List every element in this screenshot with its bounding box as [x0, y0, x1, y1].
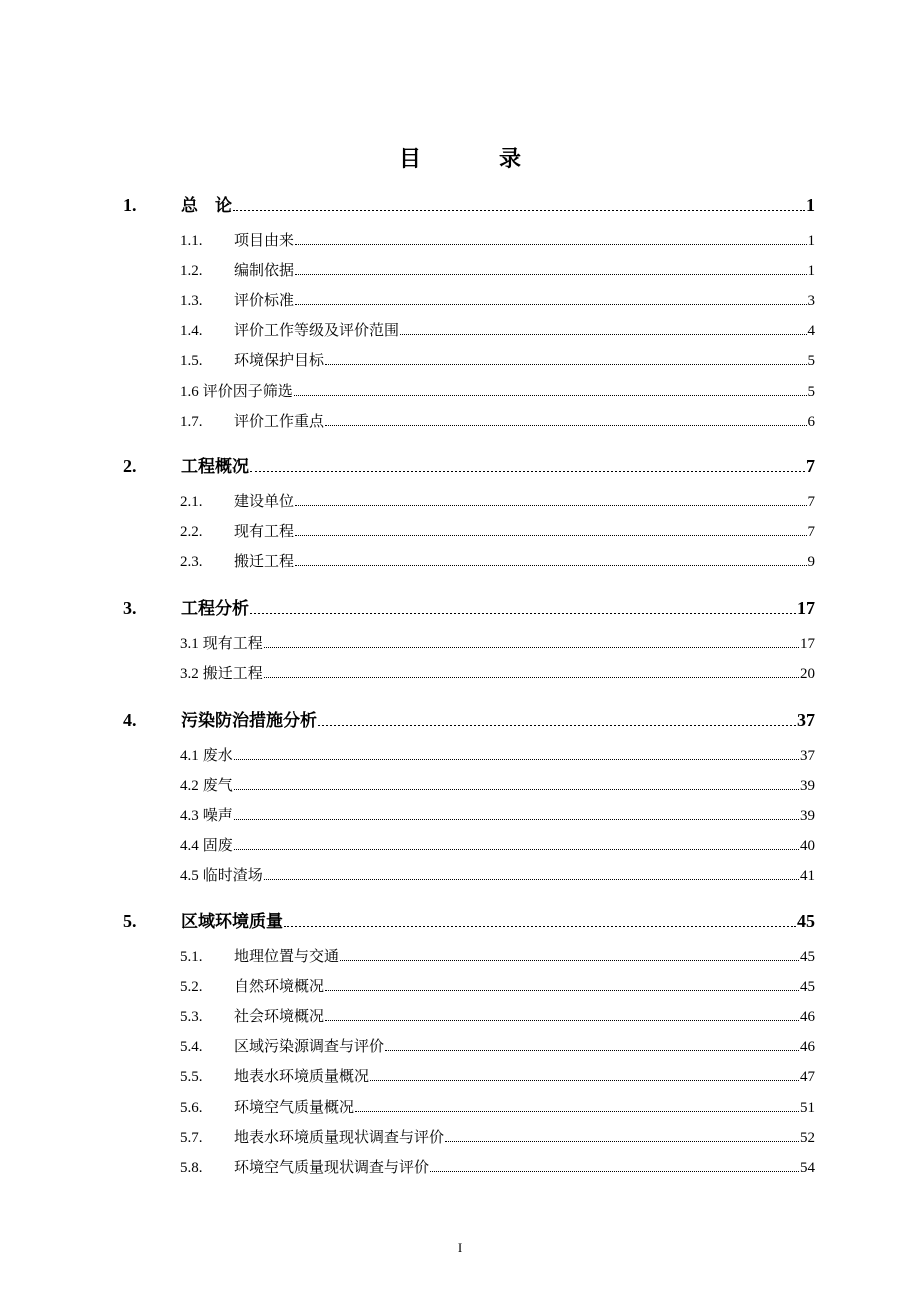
toc-dot-leader [325, 1020, 799, 1021]
toc-subsection-entry[interactable] [180, 834, 815, 858]
toc-subsection-label: 评价工作等级及评价范围 [234, 321, 400, 340]
toc-subsection-page: 39 [800, 808, 815, 825]
toc-subsection-label: 项目由来 [234, 231, 295, 249]
toc-subsection-page: 46 [800, 1009, 815, 1026]
toc-section-entry[interactable] [123, 907, 815, 937]
toc-subsection-entry[interactable] [180, 1156, 815, 1180]
toc-dot-leader [250, 471, 805, 472]
page-title: 目 录 [398, 147, 549, 172]
toc-subsection-label: 现有工程 [234, 522, 295, 541]
toc-subsection-label: 环境空气质量概况 [234, 1097, 355, 1116]
toc-subsection-number: 1.6 [180, 383, 199, 400]
toc-subsection-page: 7 [807, 494, 815, 510]
toc-dot-leader [295, 505, 806, 506]
toc-section-label: 工程分析 [181, 599, 249, 619]
toc-dot-leader [295, 244, 806, 245]
toc-subsection-number: 5.3. [180, 1009, 203, 1026]
toc-subsection-label: 环境空气质量现状调查与评价 [234, 1157, 430, 1176]
toc-section-entry[interactable] [123, 594, 815, 624]
toc-subsection-number: 1.4. [180, 323, 203, 340]
toc-dot-leader [318, 725, 796, 726]
toc-subsection-label: 社会环境概况 [234, 1007, 325, 1026]
toc-dot-leader [284, 926, 796, 927]
toc-subsection-page: 45 [800, 979, 815, 996]
toc-subsection-entry[interactable] [180, 380, 815, 404]
toc-section-label: 工程概况 [181, 457, 249, 477]
page-number-footer: I [457, 1240, 463, 1255]
toc-subsection-number: 5.6. [180, 1099, 203, 1116]
toc-section-page: 45 [797, 911, 815, 931]
toc-subsection-number: 3.2 [180, 666, 199, 683]
toc-subsection-number: 5.4. [180, 1039, 203, 1056]
toc-subsection-entry[interactable] [180, 1035, 815, 1059]
toc-subsection-number: 5.1. [180, 949, 203, 965]
toc-section-page: 7 [806, 456, 815, 476]
toc-dot-leader [445, 1141, 799, 1142]
toc-subsection-entry[interactable] [180, 1126, 815, 1150]
toc-dot-leader [295, 274, 806, 275]
toc-section-number: 1. [123, 195, 137, 215]
toc-subsection-label: 编制依据 [234, 261, 295, 280]
toc-section-number: 3. [123, 598, 137, 618]
toc-subsection-page: 46 [800, 1039, 815, 1056]
toc-dot-leader [295, 304, 806, 305]
toc-subsection-number: 2.1. [180, 494, 203, 510]
toc-subsection-entry[interactable] [180, 319, 815, 343]
toc-subsection-number: 5.8. [180, 1159, 203, 1176]
toc-subsection-label: 环境保护目标 [234, 351, 325, 370]
toc-subsection-label: 自然环境概况 [234, 977, 325, 996]
toc-dot-leader [233, 210, 805, 211]
toc-subsection-number: 5.2. [180, 979, 203, 996]
toc-subsection-page: 52 [800, 1129, 815, 1146]
toc-subsection-number: 2.3. [180, 554, 203, 571]
toc-subsection-number: 4.4 [180, 838, 199, 855]
toc-subsection-entry[interactable] [180, 229, 815, 253]
toc-subsection-number: 5.7. [180, 1129, 203, 1146]
toc-subsection-label: 区域污染源调查与评价 [234, 1037, 385, 1056]
toc-subsection-page: 3 [807, 293, 815, 310]
toc-subsection-number: 2.2. [180, 524, 203, 541]
toc-section-label: 总 论 [181, 196, 232, 216]
toc-subsection-label: 评价标准 [234, 291, 295, 310]
toc-subsection-entry[interactable] [180, 632, 815, 656]
toc-dot-leader [355, 1111, 799, 1112]
toc-subsection-page: 37 [800, 748, 815, 764]
toc-section-page: 17 [797, 598, 815, 618]
toc-subsection-entry[interactable] [180, 864, 815, 888]
toc-subsection-entry[interactable] [180, 490, 815, 514]
toc-section-label: 污染防治措施分析 [181, 711, 317, 731]
toc-subsection-number: 5.5. [180, 1069, 203, 1086]
toc-subsection-number: 4.3 [180, 808, 199, 825]
toc-dot-leader [264, 677, 799, 678]
toc-dot-leader [294, 395, 807, 396]
toc-subsection-page: 5 [807, 353, 815, 370]
toc-subsection-label: 现有工程 [202, 634, 263, 652]
toc-subsection-entry[interactable] [180, 349, 815, 373]
toc-subsection-number: 4.1 [180, 748, 199, 764]
toc-subsection-entry[interactable] [180, 289, 815, 313]
toc-subsection-page: 45 [800, 949, 815, 965]
toc-subsection-page: 7 [807, 524, 815, 541]
toc-dot-leader [370, 1080, 799, 1081]
toc-section-entry[interactable] [123, 706, 815, 736]
toc-dot-leader [340, 960, 799, 961]
toc-section-number: 2. [123, 456, 137, 476]
toc-section-number: 5. [123, 911, 137, 931]
toc-subsection-label: 地表水环境质量现状调查与评价 [234, 1127, 445, 1146]
toc-subsection-entry[interactable] [180, 520, 815, 544]
toc-section-number: 4. [123, 710, 137, 730]
toc-subsection-entry[interactable] [180, 945, 815, 969]
toc-subsection-entry[interactable] [180, 1096, 815, 1120]
toc-dot-leader [295, 535, 806, 536]
toc-subsection-page: 51 [800, 1099, 815, 1116]
toc-subsection-label: 临时渣场 [202, 866, 263, 885]
toc-dot-leader [325, 425, 806, 426]
toc-subsection-page: 41 [800, 868, 815, 885]
toc-subsection-page: 47 [800, 1069, 815, 1086]
toc-dot-leader [400, 334, 806, 335]
toc-subsection-page: 1 [807, 233, 815, 249]
toc-subsection-number: 4.2 [180, 778, 199, 795]
toc-subsection-page: 54 [800, 1159, 815, 1176]
toc-subsection-page: 4 [807, 323, 815, 340]
toc-subsection-page: 20 [800, 666, 815, 683]
toc-section-entry[interactable] [123, 191, 815, 221]
toc-subsection-label: 建设单位 [234, 492, 295, 510]
toc-subsection-page: 17 [800, 636, 815, 652]
toc-dot-leader [264, 647, 799, 648]
toc-dot-leader [385, 1050, 799, 1051]
toc-subsection-entry[interactable] [180, 550, 815, 574]
toc-subsection-entry[interactable] [180, 744, 815, 768]
toc-subsection-entry[interactable] [180, 804, 815, 828]
toc-dot-leader [234, 849, 799, 850]
toc-subsection-label: 地表水环境质量概况 [234, 1067, 370, 1086]
toc-subsection-label: 噪声 [202, 806, 233, 825]
toc-section-entry[interactable] [123, 452, 815, 482]
toc-subsection-page: 5 [807, 383, 815, 400]
toc-subsection-entry[interactable] [180, 410, 815, 434]
toc-subsection-label: 固废 [202, 836, 233, 855]
toc-subsection-label: 评价因子筛选 [202, 381, 293, 400]
toc-dot-leader [234, 759, 799, 760]
toc-dot-leader [250, 613, 796, 614]
toc-dot-leader [325, 990, 799, 991]
toc-subsection-number: 3.1 [180, 636, 199, 652]
toc-subsection-label: 评价工作重点 [234, 411, 325, 430]
toc-subsection-number: 1.2. [180, 263, 203, 280]
toc-subsection-number: 1.7. [180, 413, 203, 430]
toc-subsection-number: 1.5. [180, 353, 203, 370]
toc-subsection-number: 1.3. [180, 293, 203, 310]
toc-subsection-label: 废水 [202, 746, 233, 764]
toc-subsection-label: 地理位置与交通 [234, 947, 340, 965]
toc-dot-leader [234, 819, 799, 820]
toc-subsection-page: 40 [800, 838, 815, 855]
toc-subsection-page: 9 [807, 554, 815, 571]
toc-subsection-page: 6 [807, 413, 815, 430]
toc-subsection-label: 搬迁工程 [234, 552, 295, 571]
toc-dot-leader [264, 879, 799, 880]
toc-subsection-number: 4.5 [180, 868, 199, 885]
toc-section-page: 37 [797, 710, 815, 730]
toc-subsection-entry[interactable] [180, 774, 815, 798]
toc-dot-leader [234, 789, 799, 790]
toc-subsection-page: 39 [800, 778, 815, 795]
toc-subsection-entry[interactable] [180, 662, 815, 686]
toc-subsection-label: 搬迁工程 [202, 664, 263, 683]
toc-dot-leader [295, 565, 806, 566]
toc-subsection-page: 1 [807, 263, 815, 280]
toc-subsection-label: 废气 [202, 776, 233, 795]
toc-subsection-entry[interactable] [180, 259, 815, 283]
toc-subsection-entry[interactable] [180, 975, 815, 999]
toc-subsection-entry[interactable] [180, 1065, 815, 1089]
toc-dot-leader [430, 1171, 799, 1172]
toc-section-label: 区域环境质量 [181, 912, 283, 932]
toc-subsection-entry[interactable] [180, 1005, 815, 1029]
toc-dot-leader [325, 364, 806, 365]
toc-section-page: 1 [806, 195, 815, 215]
toc-subsection-number: 1.1. [180, 233, 203, 249]
